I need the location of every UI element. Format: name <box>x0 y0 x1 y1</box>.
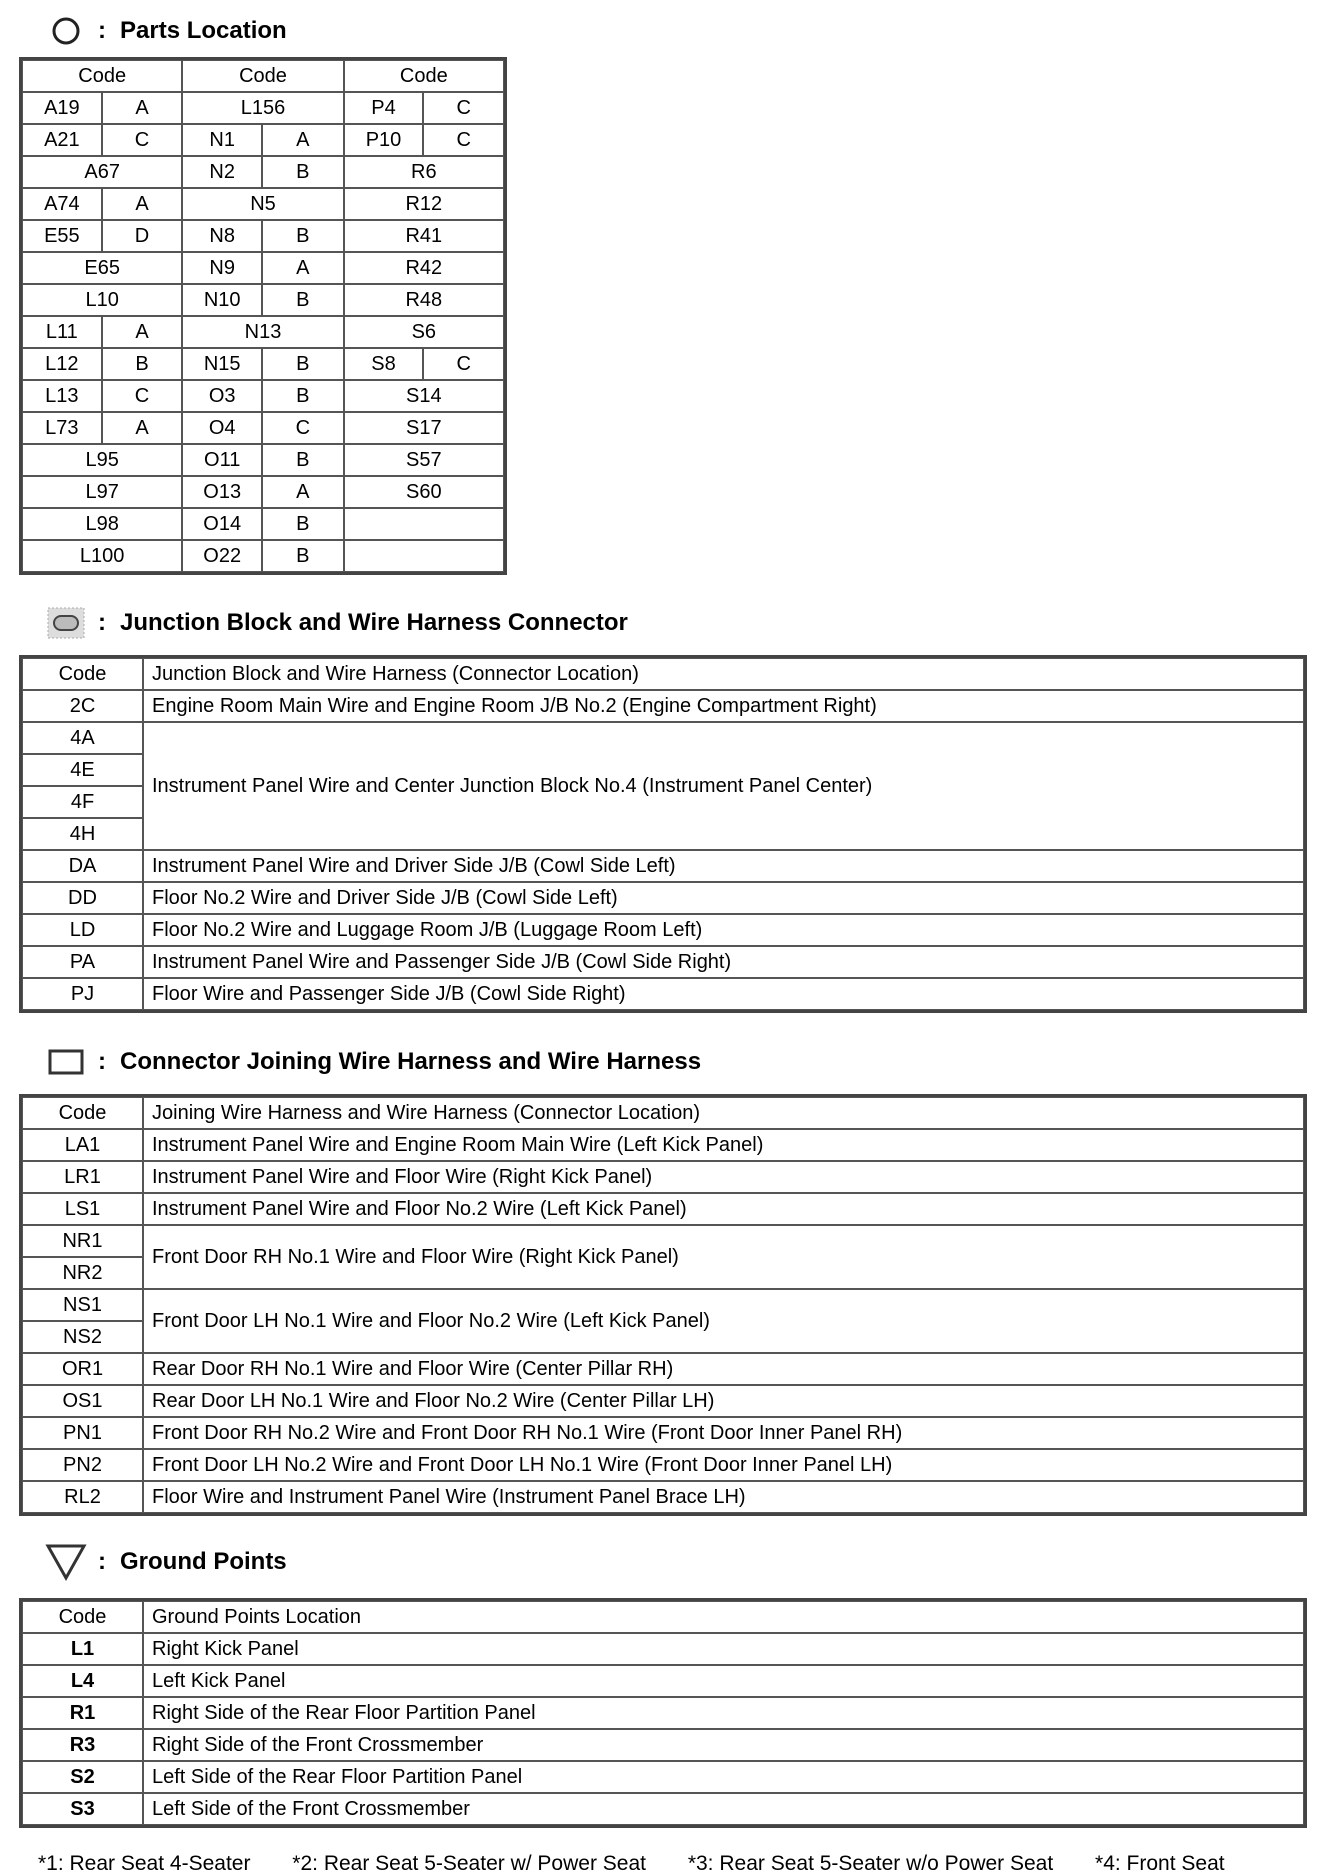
part-location-letter-cell: B <box>262 540 344 572</box>
table-row <box>22 444 504 476</box>
part-code-cell: R41 <box>344 220 504 252</box>
code-cell: NR1 <box>22 1225 143 1257</box>
part-code-cell: S17 <box>344 412 504 444</box>
table-row <box>22 978 1304 1010</box>
part-location-letter-cell: B <box>262 444 344 476</box>
part-code-cell: E55 <box>22 220 102 252</box>
header-cell-code: Code <box>22 658 143 690</box>
part-code-cell: R12 <box>344 188 504 220</box>
table-row <box>22 220 504 252</box>
part-code-cell: L95 <box>22 444 182 476</box>
colon: : <box>98 1048 106 1075</box>
table-row <box>22 412 504 444</box>
part-code-cell: N10 <box>182 284 262 316</box>
table-row <box>22 1385 1304 1417</box>
code-cell: PA <box>22 946 143 978</box>
code-cell: S2 <box>22 1761 143 1793</box>
part-code-cell: P10 <box>344 124 424 156</box>
header-cell-code: Code <box>182 60 343 92</box>
part-code-cell: S60 <box>344 476 504 508</box>
section-title: Connector Joining Wire Harness and Wire Harness <box>120 1048 702 1075</box>
open-rectangle-icon <box>44 1045 88 1079</box>
table-row <box>22 1193 1304 1225</box>
code-cell: LA1 <box>22 1129 143 1161</box>
location-cell: Left Kick Panel <box>143 1665 1304 1697</box>
part-code-cell: A74 <box>22 188 102 220</box>
part-code-cell: L13 <box>22 380 102 412</box>
header-cell-code: Code <box>22 60 182 92</box>
location-cell: Instrument Panel Wire and Floor No.2 Wire (Left Kick Panel) <box>143 1193 1304 1225</box>
part-location-letter-cell: B <box>262 380 344 412</box>
header-cell-location: Ground Points Location <box>143 1601 1304 1633</box>
table-row <box>22 1417 1304 1449</box>
location-cell: Instrument Panel Wire and Floor Wire (Right Kick Panel) <box>143 1161 1304 1193</box>
table-row <box>22 1225 1304 1257</box>
table-row <box>22 284 504 316</box>
part-location-letter-cell: B <box>262 348 344 380</box>
part-code-cell: O11 <box>182 444 262 476</box>
part-location-letter-cell: C <box>262 412 344 444</box>
table-row <box>22 316 504 348</box>
code-cell: NS1 <box>22 1289 143 1321</box>
table-header-row <box>22 1097 1304 1129</box>
table-row <box>22 1793 1304 1825</box>
table-row <box>22 1449 1304 1481</box>
colon: : <box>98 17 106 44</box>
table-row <box>22 850 1304 882</box>
table-row <box>22 1633 1304 1665</box>
header-cell-location: Junction Block and Wire Harness (Connector Location) <box>143 658 1304 690</box>
table-row <box>22 722 1304 754</box>
part-code-cell: N2 <box>182 156 262 188</box>
part-code-cell: S8 <box>344 348 424 380</box>
shaded-rounded-rectangle-icon <box>44 606 88 640</box>
junction-block-table <box>21 657 1305 1011</box>
location-cell: Instrument Panel Wire and Center Junction Block No.4 (Instrument Panel Center) <box>143 722 1304 850</box>
code-cell: 4E <box>22 754 143 786</box>
table-row <box>22 1129 1304 1161</box>
code-cell: R3 <box>22 1729 143 1761</box>
part-code-cell: L10 <box>22 284 182 316</box>
part-location-letter-cell: B <box>102 348 183 380</box>
table-row <box>22 476 504 508</box>
footnotes <box>38 1852 1261 1876</box>
part-code-cell: P4 <box>344 92 424 124</box>
location-cell: Left Side of the Front Crossmember <box>143 1793 1304 1825</box>
part-code-cell: S6 <box>344 316 504 348</box>
part-location-letter-cell: A <box>262 476 344 508</box>
code-cell: PJ <box>22 978 143 1010</box>
location-cell: Right Side of the Front Crossmember <box>143 1729 1304 1761</box>
location-cell: Instrument Panel Wire and Driver Side J/B (Cowl Side Left) <box>143 850 1304 882</box>
footnote: *3: Rear Seat 5-Seater w/o Power Seat <box>687 1852 1054 1875</box>
location-cell: Front Door LH No.1 Wire and Floor No.2 Wire (Left Kick Panel) <box>143 1289 1304 1353</box>
table-row <box>22 914 1304 946</box>
part-location-letter-cell: A <box>102 92 183 124</box>
table-row <box>22 1481 1304 1513</box>
part-code-cell: L98 <box>22 508 182 540</box>
section-header-ground-points <box>44 1545 287 1579</box>
part-location-letter-cell: C <box>102 124 183 156</box>
part-location-letter-cell: B <box>262 156 344 188</box>
ground-points-table <box>21 1600 1305 1826</box>
code-cell: 4F <box>22 786 143 818</box>
section-title: Parts Location <box>120 17 287 44</box>
part-code-cell: L97 <box>22 476 182 508</box>
colon: : <box>98 1548 106 1575</box>
part-code-cell: N15 <box>182 348 262 380</box>
section-title: Junction Block and Wire Harness Connector <box>120 609 628 636</box>
parts-location-table <box>21 59 505 573</box>
code-cell: 4A <box>22 722 143 754</box>
location-cell: Front Door LH No.2 Wire and Front Door LH No.1 Wire (Front Door Inner Panel LH) <box>143 1449 1304 1481</box>
section-header-connector-joining <box>44 1045 701 1079</box>
location-cell: Floor No.2 Wire and Luggage Room J/B (Luggage Room Left) <box>143 914 1304 946</box>
table-row <box>22 540 504 572</box>
location-cell: Instrument Panel Wire and Passenger Side J/B (Cowl Side Right) <box>143 946 1304 978</box>
part-code-cell: N13 <box>182 316 343 348</box>
table-row <box>22 1761 1304 1793</box>
part-code-cell: L73 <box>22 412 102 444</box>
colon: : <box>98 609 106 636</box>
part-code-cell: R42 <box>344 252 504 284</box>
code-cell: L1 <box>22 1633 143 1665</box>
part-location-letter-cell: B <box>262 220 344 252</box>
part-code-cell: R48 <box>344 284 504 316</box>
part-code-cell: O13 <box>182 476 262 508</box>
location-cell: Front Door RH No.2 Wire and Front Door RH No.1 Wire (Front Door Inner Panel RH) <box>143 1417 1304 1449</box>
table-row <box>22 124 504 156</box>
part-code-cell: A19 <box>22 92 102 124</box>
table-row <box>22 1353 1304 1385</box>
footnote: *1: Rear Seat 4-Seater <box>38 1852 251 1875</box>
location-cell: Floor Wire and Instrument Panel Wire (Instrument Panel Brace LH) <box>143 1481 1304 1513</box>
table-row <box>22 188 504 220</box>
part-location-letter-cell: A <box>262 124 344 156</box>
part-location-letter-cell: B <box>262 508 344 540</box>
section-header-parts-location <box>44 14 287 48</box>
part-code-cell: O4 <box>182 412 262 444</box>
part-code-cell: A67 <box>22 156 182 188</box>
code-cell: NS2 <box>22 1321 143 1353</box>
table-row <box>22 508 504 540</box>
table-row <box>22 380 504 412</box>
table-row <box>22 1161 1304 1193</box>
table-row <box>22 348 504 380</box>
location-cell: Rear Door RH No.1 Wire and Floor Wire (Center Pillar RH) <box>143 1353 1304 1385</box>
code-cell: 4H <box>22 818 143 850</box>
table-header-row <box>22 1601 1304 1633</box>
part-location-letter-cell: A <box>102 412 183 444</box>
location-cell: Engine Room Main Wire and Engine Room J/B No.2 (Engine Compartment Right) <box>143 690 1304 722</box>
part-code-cell: O14 <box>182 508 262 540</box>
part-code-cell: N5 <box>182 188 343 220</box>
footnote: *4: Front Seat <box>1095 1852 1225 1875</box>
location-cell: Floor Wire and Passenger Side J/B (Cowl Side Right) <box>143 978 1304 1010</box>
down-triangle-icon <box>44 1545 88 1579</box>
part-location-letter-cell: A <box>262 252 344 284</box>
header-cell-code: Code <box>22 1601 143 1633</box>
part-location-letter-cell: A <box>102 188 183 220</box>
code-cell: LS1 <box>22 1193 143 1225</box>
part-code-cell: L156 <box>182 92 343 124</box>
part-code-cell: N9 <box>182 252 262 284</box>
part-code-cell: R6 <box>344 156 504 188</box>
code-cell: R1 <box>22 1697 143 1729</box>
code-cell: 2C <box>22 690 143 722</box>
table-row <box>22 92 504 124</box>
table-row <box>22 1697 1304 1729</box>
part-location-letter-cell: C <box>423 348 504 380</box>
location-cell: Instrument Panel Wire and Engine Room Main Wire (Left Kick Panel) <box>143 1129 1304 1161</box>
part-location-letter-cell: B <box>262 284 344 316</box>
open-circle-icon <box>44 14 88 48</box>
table-row <box>22 690 1304 722</box>
part-location-letter-cell: C <box>102 380 183 412</box>
code-cell: NR2 <box>22 1257 143 1289</box>
part-code-cell: E65 <box>22 252 182 284</box>
code-cell: LR1 <box>22 1161 143 1193</box>
part-code-cell: S57 <box>344 444 504 476</box>
part-code-cell: A21 <box>22 124 102 156</box>
header-cell-code: Code <box>344 60 504 92</box>
code-cell: DA <box>22 850 143 882</box>
connector-joining-table <box>21 1096 1305 1514</box>
location-cell: Right Kick Panel <box>143 1633 1304 1665</box>
part-location-letter-cell: C <box>423 92 504 124</box>
header-cell-code: Code <box>22 1097 143 1129</box>
location-cell: Floor No.2 Wire and Driver Side J/B (Cowl Side Left) <box>143 882 1304 914</box>
part-code-cell: L11 <box>22 316 102 348</box>
part-code-cell <box>344 508 504 540</box>
code-cell: PN1 <box>22 1417 143 1449</box>
part-code-cell: N1 <box>182 124 262 156</box>
table-header-row <box>22 60 504 92</box>
location-cell: Left Side of the Rear Floor Partition Panel <box>143 1761 1304 1793</box>
part-code-cell: L12 <box>22 348 102 380</box>
code-cell: PN2 <box>22 1449 143 1481</box>
part-code-cell: O22 <box>182 540 262 572</box>
code-cell: L4 <box>22 1665 143 1697</box>
part-location-letter-cell: C <box>423 124 504 156</box>
part-code-cell: L100 <box>22 540 182 572</box>
part-code-cell <box>344 540 504 572</box>
code-cell: RL2 <box>22 1481 143 1513</box>
code-cell: S3 <box>22 1793 143 1825</box>
code-cell: DD <box>22 882 143 914</box>
table-header-row <box>22 658 1304 690</box>
location-cell: Rear Door LH No.1 Wire and Floor No.2 Wire (Center Pillar LH) <box>143 1385 1304 1417</box>
part-code-cell: N8 <box>182 220 262 252</box>
section-title: Ground Points <box>120 1548 287 1575</box>
section-header-junction-block <box>44 606 628 640</box>
part-location-letter-cell: A <box>102 316 183 348</box>
location-cell: Front Door RH No.1 Wire and Floor Wire (Right Kick Panel) <box>143 1225 1304 1289</box>
table-row <box>22 156 504 188</box>
location-cell: Right Side of the Rear Floor Partition Panel <box>143 1697 1304 1729</box>
code-cell: OR1 <box>22 1353 143 1385</box>
footnote: *2: Rear Seat 5-Seater w/ Power Seat <box>292 1852 646 1875</box>
table-row <box>22 946 1304 978</box>
table-row <box>22 1729 1304 1761</box>
code-cell: OS1 <box>22 1385 143 1417</box>
part-location-letter-cell: D <box>102 220 183 252</box>
table-row <box>22 1665 1304 1697</box>
table-row <box>22 1289 1304 1321</box>
header-cell-location: Joining Wire Harness and Wire Harness (Connector Location) <box>143 1097 1304 1129</box>
part-code-cell: O3 <box>182 380 262 412</box>
table-row <box>22 882 1304 914</box>
part-code-cell: S14 <box>344 380 504 412</box>
code-cell: LD <box>22 914 143 946</box>
table-row <box>22 252 504 284</box>
